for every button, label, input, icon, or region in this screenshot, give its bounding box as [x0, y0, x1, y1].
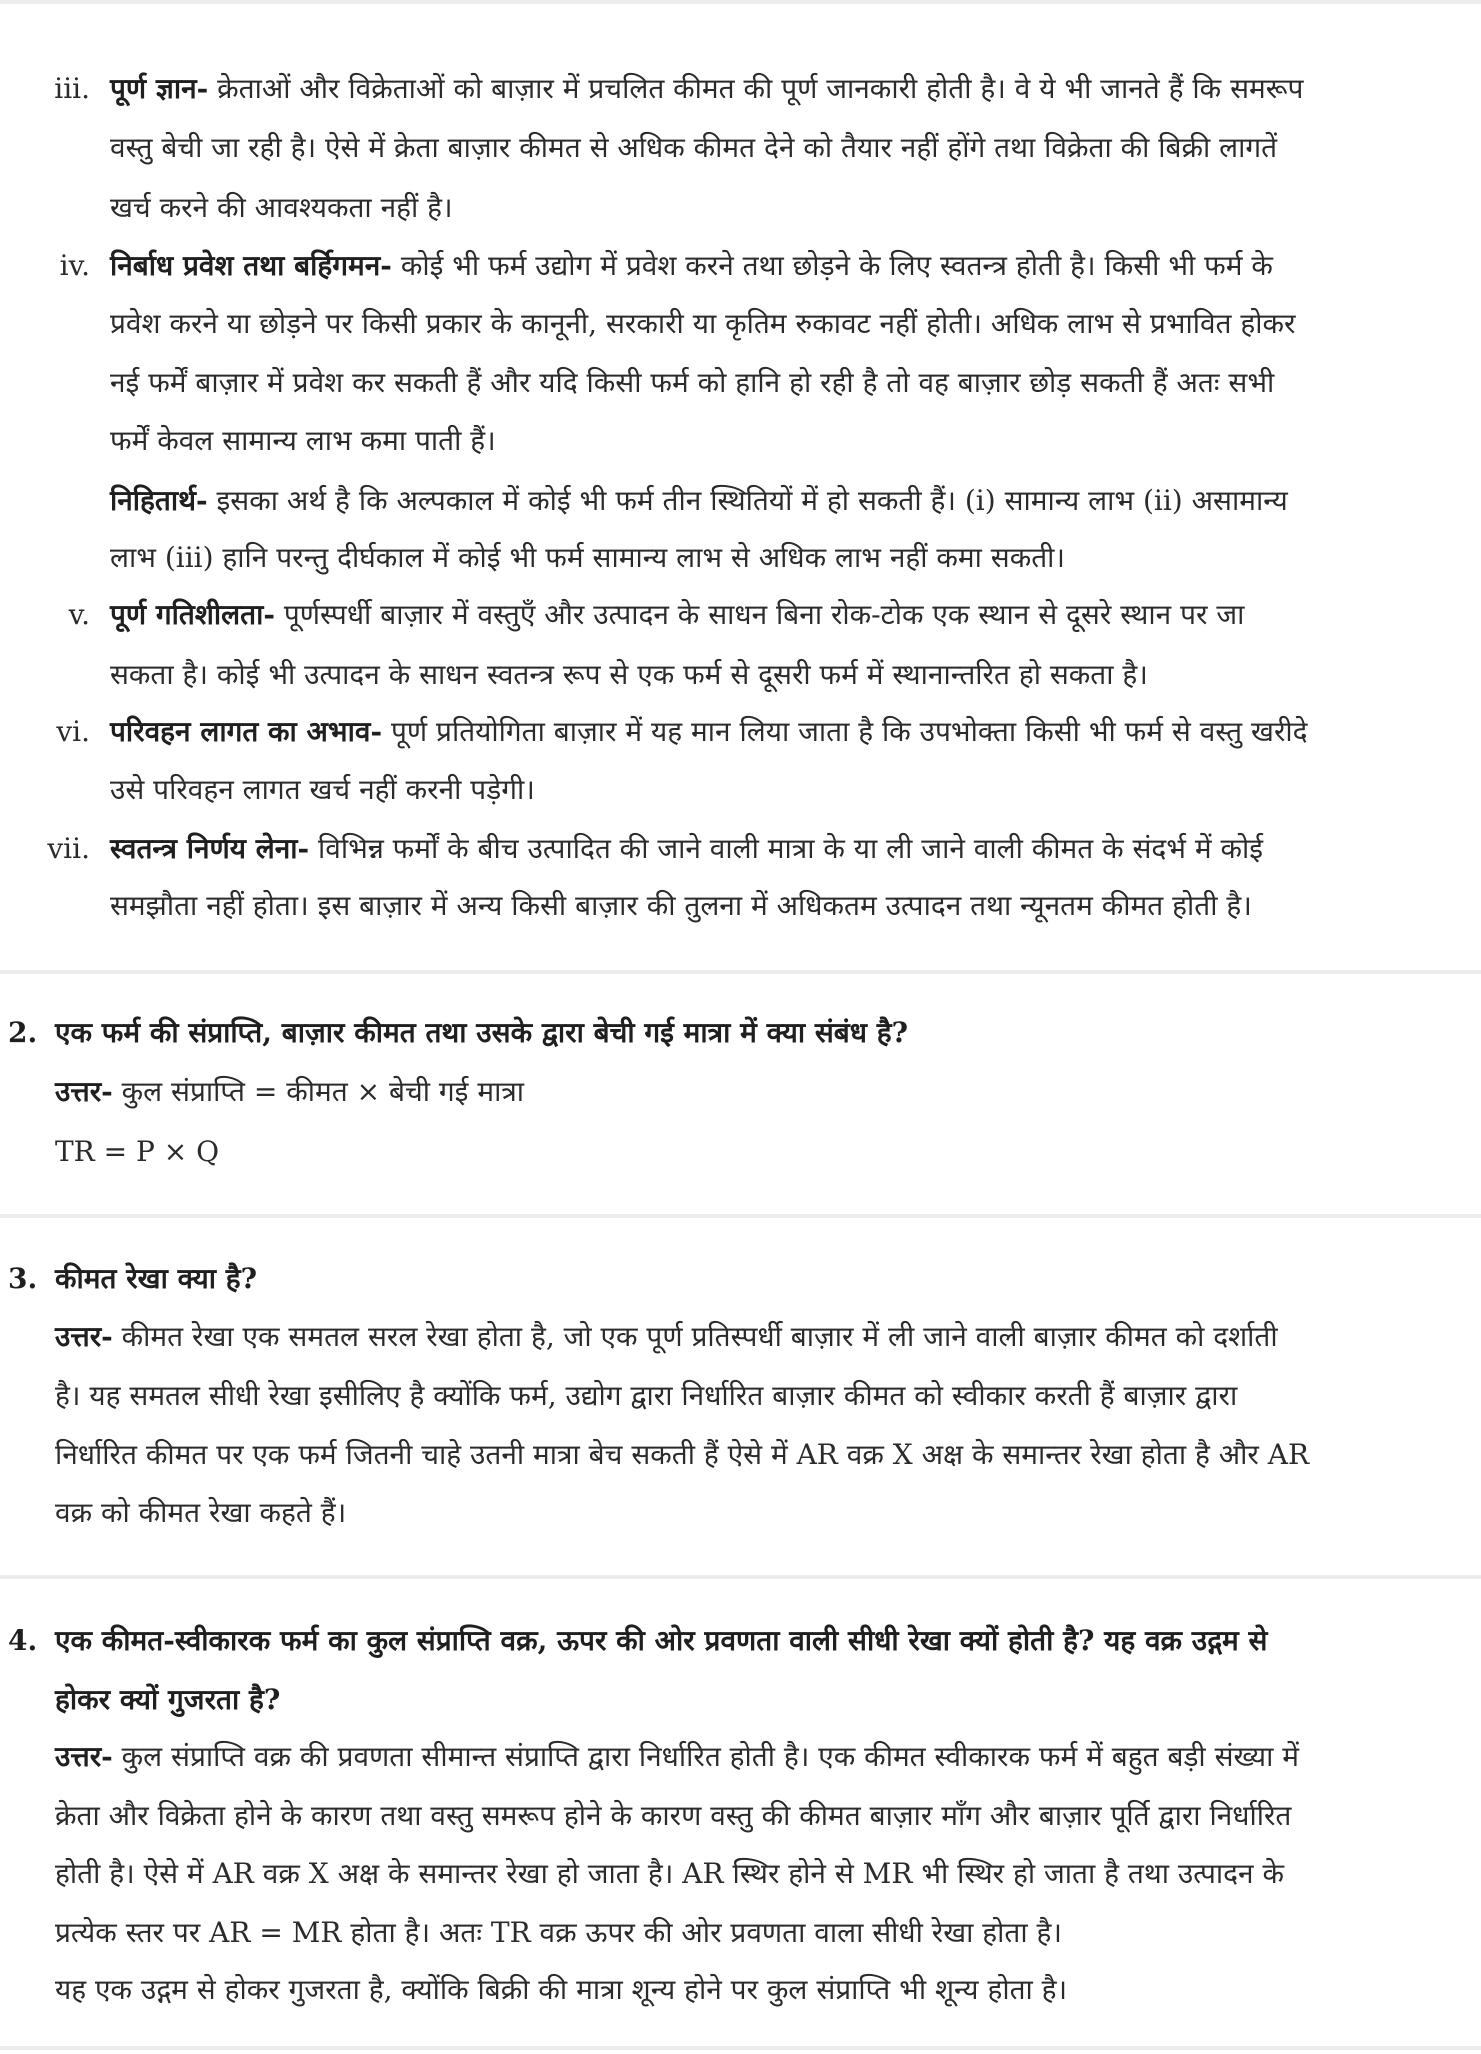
list-item-line: निहितार्थ- इसका अर्थ है कि अल्पकाल में कोई भी फर्म तीन स्थितियों में हो सकती हैं। (i) सामान्य लाभ (ii) असामान्य	[110, 484, 1288, 517]
list-item-line: नई फर्में बाज़ार में प्रवेश कर सकती हैं और यदि किसी फर्म को हानि हो रही है तो वह बाज़ार छोड़ सकती हैं अतः सभी	[110, 366, 1275, 399]
answer-line: TR = P × Q	[55, 1135, 220, 1168]
list-item-line: फर्में केवल सामान्य लाभ कमा पाती हैं।	[110, 424, 496, 457]
item-title: स्वतन्त्र निर्णय लेना-	[110, 832, 310, 865]
list-item-line: स्वतन्त्र निर्णय लेना- विभिन्न फर्मों के बीच उत्पादित की जाने वाली मात्रा के या ली जाने वाली कीमत के संदर्भ में कोई	[110, 832, 1264, 865]
answer-label: उत्तर-	[55, 1740, 113, 1773]
section-divider	[0, 1575, 1481, 1579]
list-item-line: परिवहन लागत का अभाव- पूर्ण प्रतियोगिता बाज़ार में यह मान लिया जाता है कि उपभोक्ता किसी भी फर्म से वस्तु खरीदे	[110, 715, 1308, 748]
answer-label: उत्तर-	[55, 1075, 113, 1108]
answer-line: होती है। ऐसे में AR वक्र X अक्ष के समान्तर रेखा हो जाता है। AR स्थिर होने से MR भी स्थिर हो जाता है तथा उत्पादन के	[55, 1857, 1284, 1890]
section-divider	[0, 970, 1481, 974]
list-item-line: वस्तु बेची जा रही है। ऐसे में क्रेता बाज़ार कीमत से अधिक कीमत देने को तैयार नहीं होंगे तथा विक्रेता की बिक्री लागतें	[110, 131, 1278, 164]
item-title: पूर्ण ज्ञान-	[110, 72, 209, 105]
question-text: एक कीमत-स्वीकारक फर्म का कुल संप्राप्ति वक्र, ऊपर की ओर प्रवणता वाली सीधी रेखा क्यों होती है? यह वक्र उद्गम से	[55, 1624, 1268, 1657]
question-number: 4.	[8, 1624, 38, 1657]
answer-label: उत्तर-	[55, 1320, 113, 1353]
answer-line: वक्र को कीमत रेखा कहते हैं।	[55, 1496, 347, 1529]
list-item-line: खर्च करने की आवश्यकता नहीं है।	[110, 191, 453, 224]
item-title: निर्बाध प्रवेश तथा बर्हिगमन-	[110, 249, 392, 282]
question-text: होकर क्यों गुजरता है?	[55, 1683, 281, 1716]
list-numeral: vi.	[56, 715, 90, 748]
bottom-divider	[0, 2046, 1481, 2050]
question-number: 3.	[8, 1262, 38, 1295]
answer-line: क्रेता और विक्रेता होने के कारण तथा वस्तु समरूप होने के कारण वस्तु की कीमत बाज़ार माँग और बाज़ार पूर्ति द्वारा निर्धारित	[55, 1799, 1292, 1832]
answer-line: निर्धारित कीमत पर एक फर्म जितनी चाहे उतनी मात्रा बेच सकती हैं ऐसे में AR वक्र X अक्ष के समान्तर रेखा होता है और AR	[55, 1438, 1310, 1471]
list-item-line: समझौता नहीं होता। इस बाज़ार में अन्य किसी बाज़ार की तुलना में अधिकतम उत्पादन तथा न्यूनतम कीमत होती है।	[110, 889, 1252, 922]
list-item-line: उसे परिवहन लागत खर्च नहीं करनी पड़ेगी।	[110, 773, 535, 806]
list-item-line: निर्बाध प्रवेश तथा बर्हिगमन- कोई भी फर्म उद्योग में प्रवेश करने तथा छोड़ने के लिए स्वतन्त्र होती है। किसी भी फर्म के	[110, 249, 1273, 282]
list-numeral: iv.	[59, 249, 90, 282]
answer-line: उत्तर- कुल संप्राप्ति वक्र की प्रवणता सीमान्त संप्राप्ति द्वारा निर्धारित होती है। एक कीमत स्वीकारक फर्म में बहुत बड़ी संख्या में	[55, 1740, 1300, 1773]
item-title: परिवहन लागत का अभाव-	[110, 715, 383, 748]
question-number: 2.	[8, 1016, 38, 1049]
list-numeral: iii.	[54, 72, 90, 105]
list-item-line: लाभ (iii) हानि परन्तु दीर्घकाल में कोई भी फर्म सामान्य लाभ से अधिक लाभ नहीं कमा सकती।	[110, 541, 1066, 574]
list-item-line: पूर्ण ज्ञान- क्रेताओं और विक्रेताओं को बाज़ार में प्रचलित कीमत की पूर्ण जानकारी होती है। वे ये भी जानते हैं कि समरूप	[110, 72, 1304, 105]
list-item-line: पूर्ण गतिशीलता- पूर्णस्पर्धी बाज़ार में वस्तुएँ और उत्पादन के साधन बिना रोक-टोक एक स्थान से दूसरे स्थान पर जा	[110, 598, 1245, 631]
section-divider	[0, 1214, 1481, 1218]
list-item-line: प्रवेश करने या छोड़ने पर किसी प्रकार के कानूनी, सरकारी या कृतिम रुकावट नहीं होती। अधिक लाभ से प्रभावित होकर	[110, 307, 1296, 340]
list-numeral: vii.	[47, 832, 90, 865]
answer-line: है। यह समतल सीधी रेखा इसीलिए है क्योंकि फर्म, उद्योग द्वारा निर्धारित बाज़ार कीमत को स्वीकार करती हैं बाज़ार द्वारा	[55, 1379, 1238, 1412]
answer-line: यह एक उद्गम से होकर गुजरता है, क्योंकि बिक्री की मात्रा शून्य होने पर कुल संप्राप्ति भी शून्य होता है।	[55, 1973, 1068, 2006]
question-text: एक फर्म की संप्राप्ति, बाज़ार कीमत तथा उसके द्वारा बेची गई मात्रा में क्या संबंध है?	[55, 1016, 908, 1049]
question-text: कीमत रेखा क्या है?	[55, 1262, 258, 1295]
answer-line: प्रत्येक स्तर पर AR = MR होता है। अतः TR वक्र ऊपर की ओर प्रवणता वाला सीधी रेखा होता है।	[55, 1916, 1063, 1949]
item-title: पूर्ण गतिशीलता-	[110, 598, 275, 631]
top-divider	[0, 0, 1481, 4]
list-numeral: v.	[68, 598, 90, 631]
answer-line: उत्तर- कुल संप्राप्ति = कीमत × बेची गई मात्रा	[55, 1075, 525, 1108]
answer-line: उत्तर- कीमत रेखा एक समतल सरल रेखा होता है, जो एक पूर्ण प्रतिस्पर्धी बाज़ार में ली जाने वाली बाज़ार कीमत को दर्शाती	[55, 1320, 1278, 1353]
list-item-line: सकता है। कोई भी उत्पादन के साधन स्वतन्त्र रूप से एक फर्म से दूसरी फर्म में स्थानान्तरित हो सकता है।	[110, 658, 1148, 691]
item-title: निहितार्थ-	[110, 484, 208, 517]
